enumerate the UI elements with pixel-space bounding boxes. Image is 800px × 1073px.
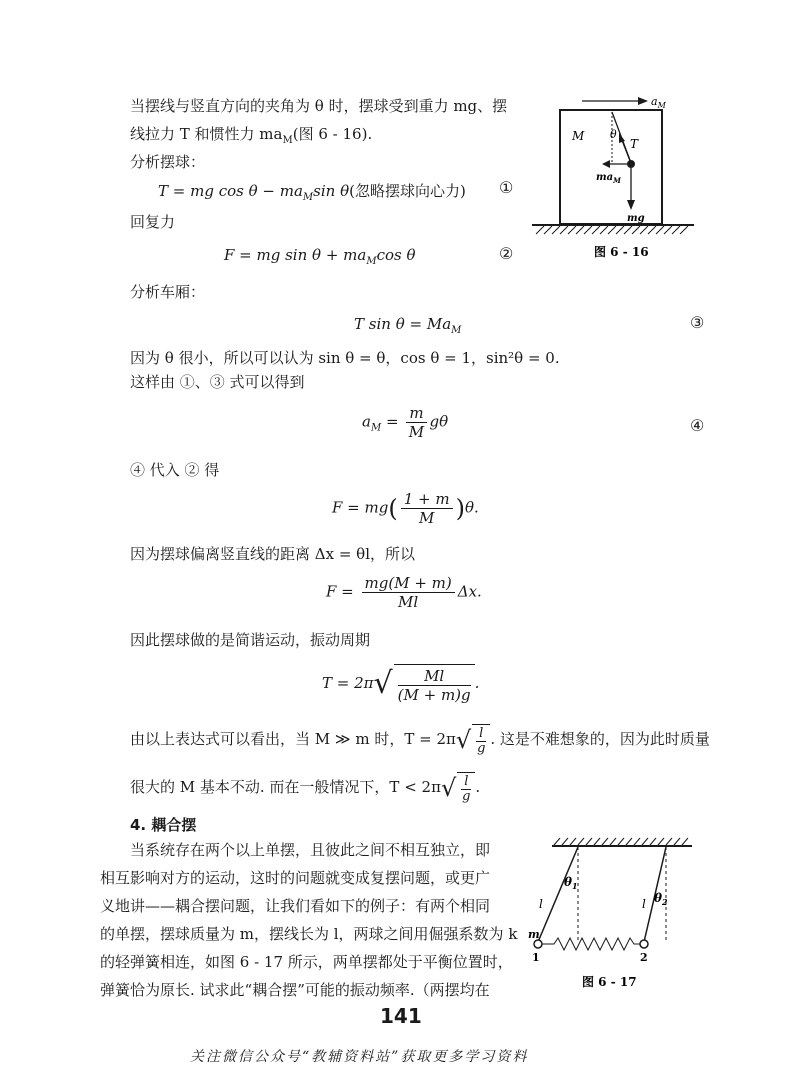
eq6-tail: Δx.: [457, 582, 482, 601]
eq2-sub: M: [366, 256, 377, 267]
theta2-label: $\theta_2$: [654, 891, 668, 907]
ground-hatching: [536, 226, 688, 234]
conclusion2-text-b: .: [475, 777, 481, 796]
eq7-lhs: T = 2π: [322, 674, 374, 692]
aM-arrowhead: [638, 97, 648, 105]
eq2-rhs: cos θ: [376, 246, 416, 264]
eq4-lhs: a: [362, 412, 371, 431]
conclusion1-denominator: g: [477, 740, 486, 756]
left-string: [538, 847, 578, 942]
eq4-equals: =: [381, 412, 404, 431]
substitute-text: ④ 代入 ② 得: [130, 461, 220, 479]
equation-1-number: ①: [499, 178, 514, 197]
small-angle-text: 因为 θ 很小，所以可以认为 sin θ = θ，cos θ = 1，sin²θ = 0.: [130, 349, 560, 367]
inertial-force-arrowhead: [602, 160, 610, 168]
intro-text: 线拉力 T 和惯性力 ma: [130, 125, 283, 143]
equation-4: [362, 404, 448, 441]
conclusion1-numerator: l: [476, 727, 486, 742]
para4-line-6: 弹簧恰为原长. 试求此“耦合摆”可能的振动频率.（两摆均在: [100, 981, 490, 999]
eq4-sub: M: [370, 422, 382, 434]
ball-2-label: 2: [640, 951, 648, 964]
eq6-fraction: [362, 574, 455, 611]
right-ball: [640, 940, 648, 948]
conclusion1-text-a: 由以上表达式可以看出，当 M ≫ m 时，T = 2π: [130, 729, 456, 748]
left-length-label: l: [539, 897, 543, 911]
page-number: 141: [380, 1004, 422, 1028]
shm-text: 因此摆球做的是简谐运动，振动周期: [130, 631, 371, 649]
eq5-lhs: F = mg: [332, 498, 389, 517]
equation-2: [224, 246, 416, 267]
footer-watermark: 关注微信公众号“教辅资料站”获取更多学习资料: [190, 1049, 529, 1065]
analyze-ball-label: 分析摆球：: [130, 153, 206, 171]
figure-6-17-caption: 图 6 - 17: [582, 975, 637, 989]
conclusion1-sqrt: [472, 724, 490, 756]
eq1-sub: M: [302, 192, 314, 203]
equation-3-number: ③: [690, 313, 705, 332]
analyze-car-label: 分析车厢：: [130, 283, 206, 301]
eq7-radical: √: [373, 666, 393, 701]
eq7-denominator: (M + m)g: [397, 686, 471, 704]
theta-label: θ: [610, 128, 617, 141]
para4-line-2: 相互影响对方的运动，这时的问题就变成复摆问题，或更广: [100, 869, 491, 887]
intro-line-1: 当摆线与竖直方向的夹角为 θ 时，摆球受到重力 mg、摆: [130, 97, 508, 115]
conclusion2-sqrt: [457, 772, 475, 804]
eq4-denominator: M: [408, 423, 425, 441]
eq6-lhs: F =: [326, 582, 359, 601]
conclusion1-text-b: . 这是不难想象的，因为此时质量: [490, 729, 710, 748]
equation-6: [326, 574, 482, 611]
eq7-numerator: Ml: [398, 667, 471, 686]
section-4-title: 耦合摆: [151, 816, 197, 834]
figure-6-16-caption: 图 6 - 16: [594, 245, 649, 259]
inertial-force-label: $ma_M$: [596, 172, 621, 185]
gravity-arrowhead: [627, 200, 635, 210]
para4-line-5: 的轻弹簧相连，如图 6 - 17 所示，两单摆都处于平衡位置时，: [100, 953, 513, 971]
eq5-paren-close: ): [455, 494, 465, 523]
conclusion-line-1: [130, 724, 710, 756]
mass-label: m: [528, 928, 540, 941]
conclusion2-denominator: g: [462, 788, 471, 804]
eq4-tail: gθ: [429, 412, 449, 431]
conclusion2-text-a: 很大的 M 基本不动. 而在一般情况下，T < 2π: [130, 777, 441, 796]
conclusion-line-2: [130, 772, 480, 804]
conclusion2-numerator: l: [461, 775, 471, 790]
tension-arrowhead: [619, 133, 625, 143]
para4-line-4: 的单摆，摆球质量为 m，摆线长为 l，两球之间用倔强系数为 k: [100, 925, 518, 943]
eq3-lhs: T sin θ = Ma: [354, 315, 452, 333]
intro-paragraph: [130, 92, 525, 155]
eq7-tail: .: [474, 674, 480, 692]
figure-6-17: [526, 834, 700, 994]
equation-2-number: ②: [499, 244, 514, 263]
right-length-label: l: [642, 897, 646, 911]
conclusion1-radical: √: [455, 725, 472, 754]
theta1-label: $\theta_1$: [564, 875, 578, 891]
eq5-numerator: 1 + m: [401, 490, 453, 509]
section-4-number: 4.: [130, 816, 147, 834]
equation-5: [332, 490, 479, 527]
eq4-numerator: m: [406, 404, 426, 423]
eq6-denominator: Ml: [398, 593, 419, 611]
eq1-note: (忽略摆球向心力): [349, 182, 466, 200]
equation-3: [354, 315, 461, 336]
conclusion2-radical: √: [440, 773, 457, 802]
eq4-fraction: [406, 404, 426, 441]
eq2-lhs: F = mg sin θ + ma: [224, 246, 367, 264]
pendulum-ball: [627, 160, 635, 168]
aM-label: $a_M$: [651, 95, 666, 110]
equation-7: [322, 664, 479, 704]
equation-4-number: ④: [690, 416, 705, 435]
eq1-lhs: T = mg cos θ − ma: [158, 182, 303, 200]
deviation-text: 因为摆球偏离竖直线的距离 Δx = θl，所以: [130, 545, 415, 563]
conclusion2-fraction: [461, 775, 471, 804]
tension-label: T: [630, 137, 639, 151]
conclusion1-fraction: [476, 727, 486, 756]
coupled-pendulum-paragraph: [100, 836, 520, 1004]
spring: [542, 938, 640, 950]
eq7-fraction: [398, 667, 471, 704]
restoring-force-label: 回复力: [130, 213, 176, 231]
eq5-fraction: [401, 490, 453, 527]
eq1-rhs: sin θ: [313, 182, 350, 200]
eq6-numerator: mg(M + m): [362, 574, 455, 593]
eq5-denominator: M: [418, 509, 435, 527]
eq5-tail: θ.: [464, 498, 479, 517]
intro-figref: (图 6 - 16).: [292, 125, 373, 143]
eq5-paren-open: (: [388, 494, 398, 523]
para4-line-3: 义地讲——耦合摆问题，让我们看如下的例子：有两个相同: [100, 897, 491, 915]
eq7-sqrt: [394, 664, 475, 704]
ceiling-hatching: [554, 838, 688, 845]
ball-1-label: 1: [532, 951, 540, 964]
figure-6-16: [530, 92, 700, 272]
gravity-label: mg: [627, 213, 645, 224]
section-4-heading: [130, 814, 196, 835]
derive-text: 这样由 ①、③ 式可以得到: [130, 373, 305, 391]
intro-sub: M: [282, 135, 293, 146]
para4-line-1: 当系统存在两个以上单摆，且彼此之间不相互独立，即: [130, 841, 491, 859]
car-mass-label: M: [572, 129, 585, 143]
eq3-sub: M: [451, 325, 462, 336]
equation-1: [158, 180, 466, 203]
left-ball: [534, 940, 542, 948]
